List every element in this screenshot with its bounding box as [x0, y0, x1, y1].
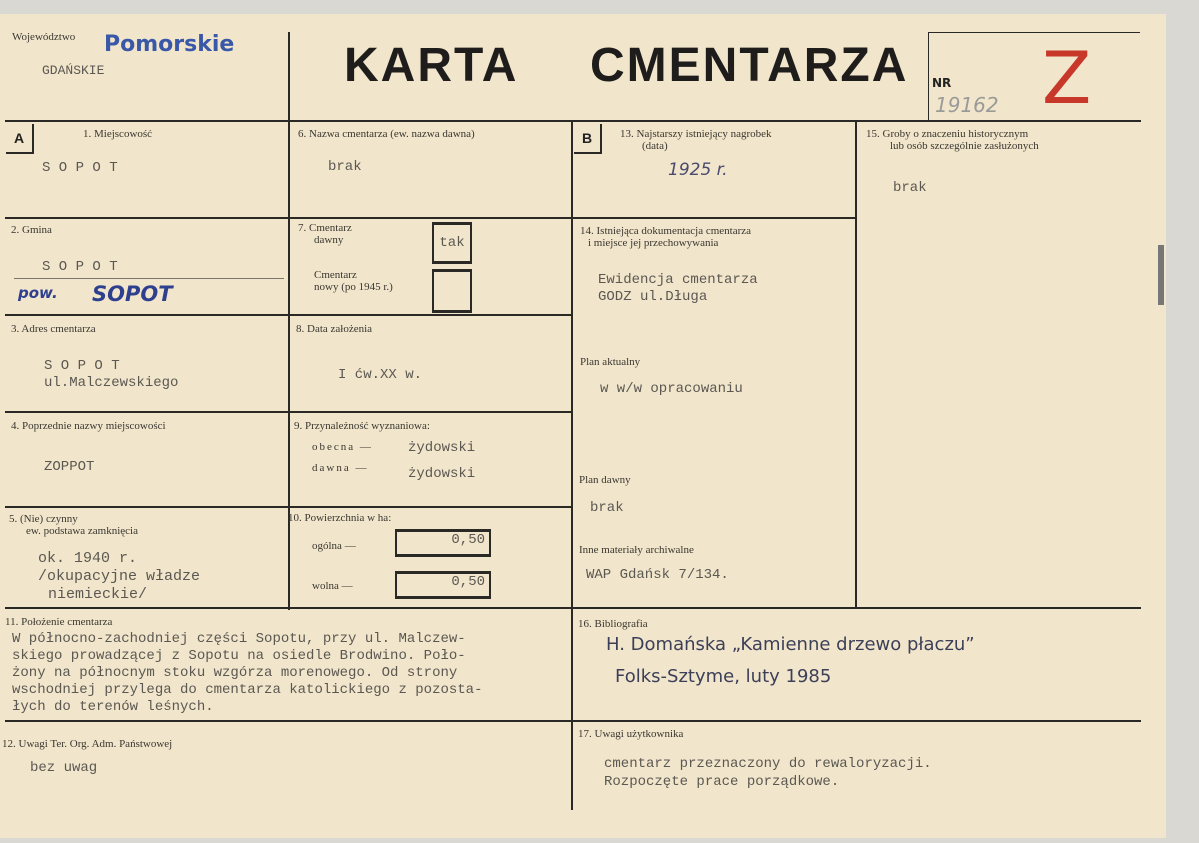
text-line: żony na północnym stoku wzgórza morenowego. Od strony	[12, 665, 458, 681]
divider	[5, 217, 571, 219]
field-9-label: 9. Przynależność wyznaniowa:	[294, 420, 430, 432]
underline	[14, 278, 284, 279]
field-7-nowy-label-2: nowy (po 1945 r.)	[314, 281, 393, 293]
divider	[5, 314, 571, 316]
field-7-nowy-label-1: Cmentarz	[314, 269, 357, 281]
field-17-value-1: cmentarz przeznaczony do rewaloryzacji.	[604, 756, 932, 772]
divider	[928, 32, 1140, 33]
field-8-label: 8. Data założenia	[296, 323, 373, 335]
obecna-value: żydowski	[408, 440, 476, 456]
nr-letter: Z	[1042, 36, 1092, 120]
ogolna-label: ogólna —	[312, 540, 356, 552]
divider	[5, 120, 1141, 122]
divider	[928, 32, 929, 120]
field-14-label: 14. Istniejąca dokumentacja cmentarza	[580, 225, 752, 237]
field-6-value: brak	[328, 159, 362, 175]
field-1-value: S O P O T	[42, 160, 118, 176]
dawna-value: żydowski	[408, 466, 476, 482]
field-1-label: 1. Miejscowość	[83, 128, 153, 140]
wojewodztwo-stamp: Pomorskie	[104, 32, 235, 57]
field-2-hand-prefix: pow.	[18, 284, 58, 302]
field-10-label: 10. Powierzchnia w ha:	[288, 512, 392, 524]
wojewodztwo-label: Województwo	[12, 31, 76, 43]
bibliografia-line-1: H. Domańska „Kamienne drzewo płaczu”	[606, 634, 975, 655]
nr-label: NR	[932, 76, 952, 90]
section-a-label: A	[6, 124, 34, 154]
title-cmentarza: CMENTARZA	[590, 39, 909, 92]
field-11-value	[12, 631, 482, 716]
field-8-value: I ćw.XX w.	[338, 367, 423, 383]
field-5-value-1: ok. 1940 r.	[38, 550, 138, 567]
plan-dawny-value: brak	[590, 500, 624, 516]
field-13-sublabel: (data)	[642, 140, 668, 152]
divider	[5, 720, 1141, 722]
field-5-label: 5. (Nie) czynny	[9, 513, 78, 525]
field-12-value: bez uwag	[30, 760, 98, 776]
field-15-sublabel: lub osób szczególnie zasłużonych	[890, 140, 1039, 152]
inne-materialy-value: WAP Gdańsk 7/134.	[586, 567, 729, 583]
divider	[571, 217, 856, 219]
divider	[571, 120, 573, 810]
divider	[855, 120, 857, 608]
field-2-value: S O P O T	[42, 259, 118, 275]
section-b-label: B	[574, 124, 602, 154]
plan-dawny-label: Plan dawny	[579, 474, 631, 486]
divider	[5, 506, 571, 508]
field-7-label: 7. Cmentarz	[298, 222, 352, 234]
field-4-label: 4. Poprzednie nazwy miejscowości	[11, 420, 166, 432]
field-3-label: 3. Adres cmentarza	[11, 323, 96, 335]
obecna-label: obecna —	[312, 441, 373, 453]
field-5-value-2: /okupacyjne władze	[38, 568, 201, 585]
cemetery-card	[0, 14, 1166, 838]
dawny-checkbox: tak	[432, 222, 472, 264]
field-14-value-1: Ewidencja cmentarza	[598, 272, 758, 288]
field-15-label: 15. Groby o znaczeniu historycznym	[866, 128, 1029, 140]
plan-aktualny-value: w w/w opracowaniu	[600, 381, 743, 397]
wolna-label: wolna —	[312, 580, 353, 592]
field-2-hand-value: SOPOT	[92, 282, 173, 306]
field-14-sublabel: i miejsce jej przechowywania	[588, 237, 719, 249]
plan-aktualny-label: Plan aktualny	[580, 356, 641, 368]
text-line: łych do terenów leśnych.	[12, 699, 214, 715]
field-13-label: 13. Najstarszy istniejący nagrobek	[620, 128, 772, 140]
field-11-label: 11. Położenie cmentarza	[5, 616, 113, 628]
wojewodztwo-value: GDAŃSKIE	[42, 63, 105, 78]
ogolna-value: 0,50	[395, 529, 491, 557]
inne-materialy-label: Inne materiały archiwalne	[579, 544, 694, 556]
field-17-label: 17. Uwagi użytkownika	[578, 728, 684, 740]
text-line: wschodniej przylega do cmentarza katolickiego z pozosta-	[12, 682, 483, 698]
field-17-value-2: Rozpoczęte prace porządkowe.	[604, 774, 840, 790]
divider	[5, 607, 1141, 609]
field-5-sublabel: ew. podstawa zamknięcia	[26, 525, 138, 537]
field-4-value: ZOPPOT	[44, 459, 95, 475]
field-6-label: 6. Nazwa cmentarza (ew. nazwa dawna)	[298, 128, 475, 140]
nr-handwritten: 19162	[935, 93, 999, 117]
field-3-value-2: ul.Malczewskiego	[44, 375, 179, 391]
wolna-value: 0,50	[395, 571, 491, 599]
nowy-checkbox	[432, 269, 472, 313]
field-14-value-2: GODZ ul.Długa	[598, 289, 708, 305]
binding-mark	[1158, 245, 1164, 305]
field-3-value-1: S O P O T	[44, 358, 120, 374]
field-16-label: 16. Bibliografia	[578, 618, 648, 630]
field-7-dawny-label: dawny	[314, 234, 344, 246]
divider	[5, 411, 571, 413]
field-5-value-3: niemieckie/	[48, 586, 148, 603]
text-line: skiego prowadzącej z Sopotu na osiedle Brodwino. Poło-	[12, 648, 466, 664]
title-karta: KARTA	[344, 39, 519, 92]
field-12-label: 12. Uwagi Ter. Org. Adm. Państwowej	[2, 738, 173, 750]
field-13-value: 1925 r.	[668, 160, 728, 180]
dawna-label: dawna —	[312, 462, 369, 474]
field-2-label: 2. Gmina	[11, 224, 52, 236]
field-15-value: brak	[893, 180, 927, 196]
text-line: W północno-zachodniej części Sopotu, przy ul. Malczew-	[12, 631, 466, 647]
bibliografia-line-2: Folks-Sztyme, luty 1985	[615, 666, 832, 687]
